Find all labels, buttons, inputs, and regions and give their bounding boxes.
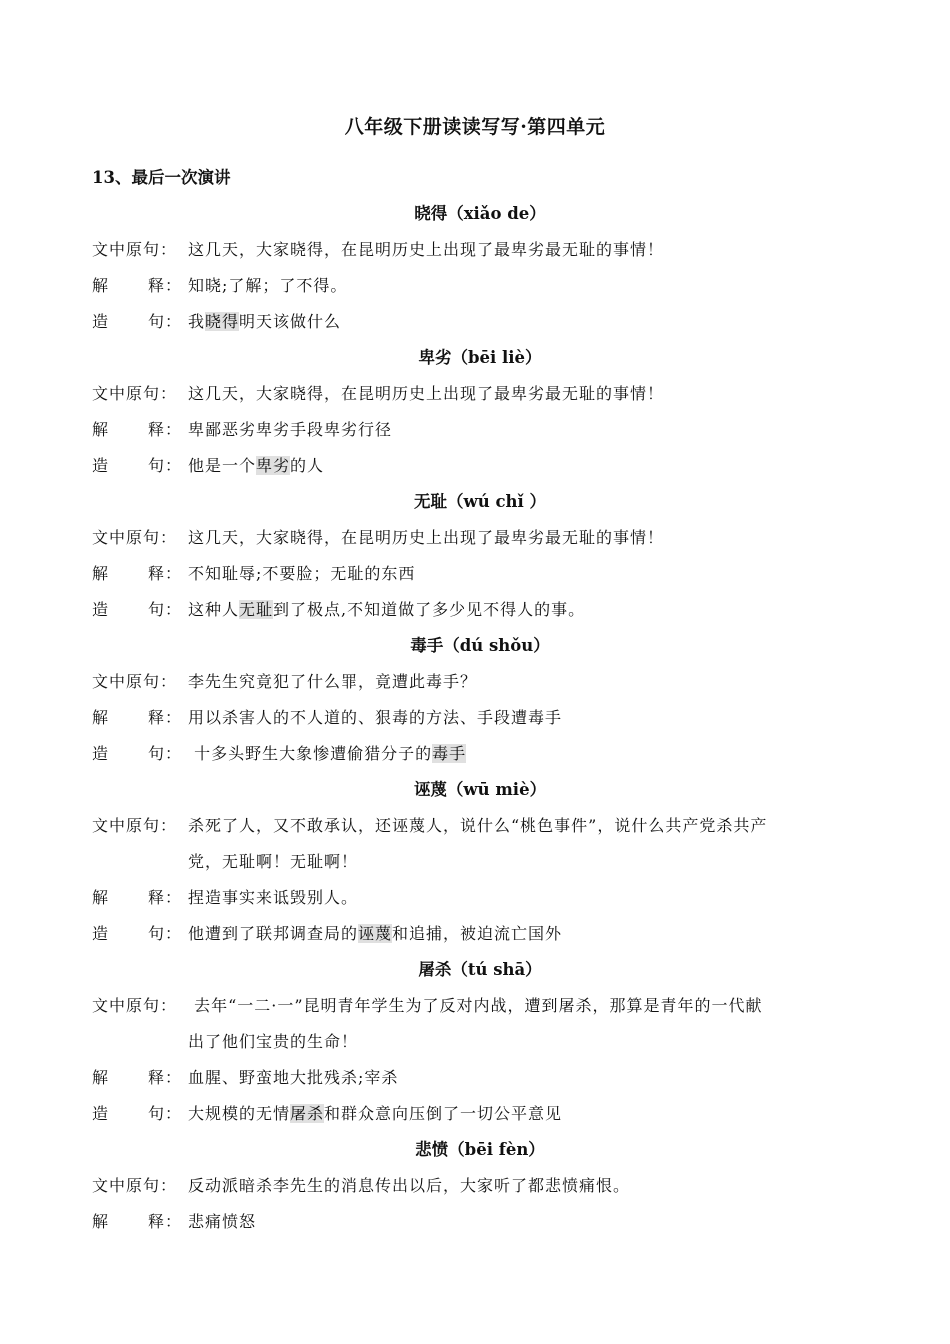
source-row <box>92 808 868 880</box>
highlighted-word: 毒手 <box>432 744 467 763</box>
source-label: 文中原句： <box>92 384 178 403</box>
sentence-row <box>92 448 868 484</box>
explain-label: 解 释： <box>92 564 183 583</box>
explain-label: 解 释： <box>92 708 183 727</box>
highlighted-word: 卑劣 <box>256 456 291 475</box>
sentence-row <box>92 1096 868 1132</box>
source-row <box>92 1168 868 1204</box>
lesson-heading: 13、最后一次演讲 <box>92 168 231 187</box>
vocab-word: 晓得（xiǎo de） <box>414 204 546 223</box>
vocab-entry <box>92 340 868 484</box>
source-text: 杀死了人，又不敢承认，还诬蔑人，说什么“桃色事件”，说什么共产党杀共产 党，无耻啊！无耻啊！ <box>188 816 768 871</box>
explain-text: 卑鄙恶劣卑劣手段卑劣行径 <box>188 420 393 439</box>
explain-label: 解 释： <box>92 276 183 295</box>
sentence-text: 我晓得明天该做什么 <box>188 312 342 331</box>
source-row <box>92 988 868 1060</box>
highlighted-word: 无耻 <box>239 600 274 619</box>
vocab-entry <box>92 484 868 628</box>
vocab-word: 毒手（dú shǒu） <box>410 636 550 655</box>
vocab-entry <box>92 772 868 952</box>
explain-text: 捏造事实来诋毁别人。 <box>188 888 359 907</box>
source-row <box>92 232 868 268</box>
explain-row <box>92 412 868 448</box>
sentence-row <box>92 592 868 628</box>
sentence-text: 大规模的无情屠杀和群众意向压倒了一切公平意见 <box>188 1104 563 1123</box>
page-title: 八年级下册读读写写·第四单元 <box>344 116 606 138</box>
explain-row <box>92 1204 868 1240</box>
highlighted-word: 晓得 <box>205 312 240 331</box>
vocab-word: 卑劣（bēi liè） <box>418 348 542 367</box>
source-label: 文中原句： <box>92 816 178 835</box>
source-row <box>92 520 868 556</box>
vocab-word: 悲愤（bēi fèn） <box>415 1140 545 1159</box>
vocab-entry <box>92 628 868 772</box>
source-text: 去年“一二·一”昆明青年学生为了反对内战，遭到屠杀，那算是青年的一代献 出了他们宝贵的生命！ <box>188 996 763 1051</box>
sentence-label: 造 句： <box>92 312 183 331</box>
source-label: 文中原句： <box>92 240 178 259</box>
source-label: 文中原句： <box>92 996 178 1015</box>
explain-row <box>92 556 868 592</box>
vocab-entry <box>92 1132 868 1240</box>
source-row <box>92 376 868 412</box>
vocab-list <box>92 196 868 1240</box>
source-row <box>92 664 868 700</box>
sentence-row <box>92 304 868 340</box>
highlighted-word: 诬蔑 <box>358 924 393 943</box>
source-label: 文中原句： <box>92 672 178 691</box>
sentence-label: 造 句： <box>92 744 183 763</box>
sentence-label: 造 句： <box>92 1104 183 1123</box>
source-text: 反动派暗杀李先生的消息传出以后，大家听了都悲愤痛恨。 <box>188 1176 631 1195</box>
sentence-text: 他遭到了联邦调查局的诬蔑和追捕，被迫流亡国外 <box>188 924 563 943</box>
highlighted-word: 屠杀 <box>290 1104 325 1123</box>
sentence-text: 这种人无耻到了极点,不知道做了多少见不得人的事。 <box>188 600 586 619</box>
explain-label: 解 释： <box>92 1212 183 1231</box>
explain-row <box>92 268 868 304</box>
explain-text: 悲痛愤怒 <box>188 1212 257 1231</box>
vocab-word: 无耻（wú chǐ ） <box>414 492 546 511</box>
sentence-label: 造 句： <box>92 456 183 475</box>
explain-text: 用以杀害人的不人道的、狠毒的方法、手段遭毒手 <box>188 708 563 727</box>
explain-text: 不知耻辱;不要脸；无耻的东西 <box>188 564 416 583</box>
sentence-text: 他是一个卑劣的人 <box>188 456 325 475</box>
explain-row <box>92 700 868 736</box>
explain-text: 血腥、野蛮地大批残杀;宰杀 <box>188 1068 399 1087</box>
explain-row <box>92 880 868 916</box>
sentence-row <box>92 916 868 952</box>
source-text: 李先生究竟犯了什么罪，竟遭此毒手？ <box>188 672 478 691</box>
source-text: 这几天，大家晓得，在昆明历史上出现了最卑劣最无耻的事情！ <box>188 384 665 403</box>
vocab-word: 诬蔑（wū miè） <box>413 780 547 799</box>
explain-row <box>92 1060 868 1096</box>
sentence-label: 造 句： <box>92 600 183 619</box>
vocab-entry <box>92 196 868 340</box>
explain-label: 解 释： <box>92 1068 183 1087</box>
source-text: 这几天，大家晓得，在昆明历史上出现了最卑劣最无耻的事情！ <box>188 528 665 547</box>
explain-text: 知晓;了解；了不得。 <box>188 276 348 295</box>
vocab-word: 屠杀（tú shā） <box>418 960 542 979</box>
explain-label: 解 释： <box>92 888 183 907</box>
source-label: 文中原句： <box>92 528 178 547</box>
sentence-row <box>92 736 868 772</box>
source-label: 文中原句： <box>92 1176 178 1195</box>
source-text: 这几天，大家晓得，在昆明历史上出现了最卑劣最无耻的事情！ <box>188 240 665 259</box>
sentence-text: 十多头野生大象惨遭偷猎分子的毒手 <box>188 744 467 763</box>
sentence-label: 造 句： <box>92 924 183 943</box>
explain-label: 解 释： <box>92 420 183 439</box>
vocab-entry <box>92 952 868 1132</box>
